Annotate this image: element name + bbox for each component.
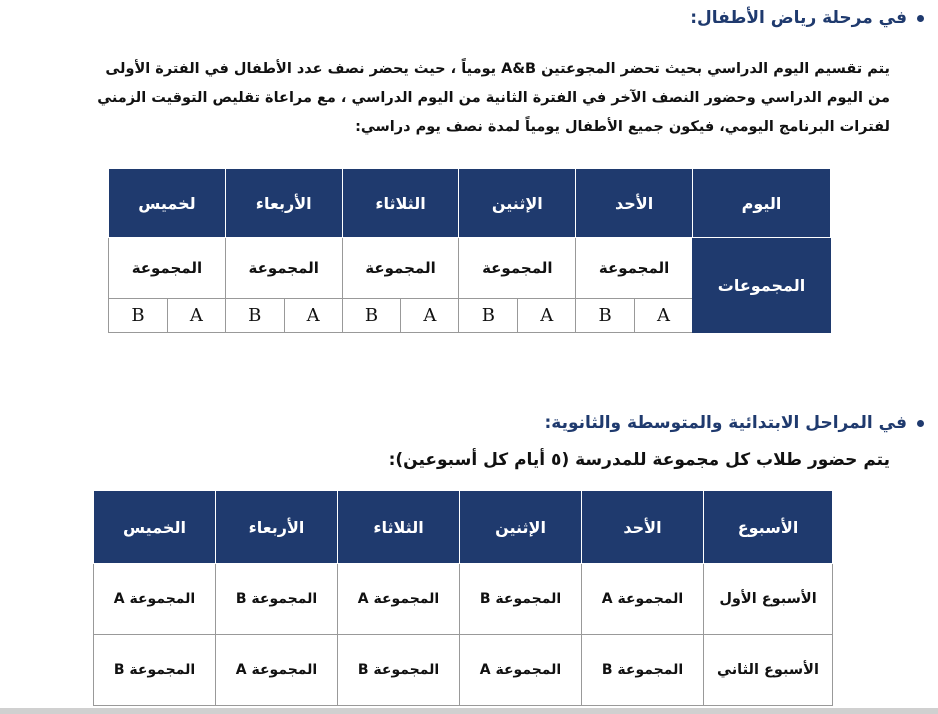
group-a-cell: A bbox=[167, 299, 225, 333]
header-day: اليوم bbox=[693, 169, 831, 238]
schedule-cell: المجموعة B bbox=[338, 635, 460, 706]
group-cell: المجموعة bbox=[576, 238, 693, 299]
schedule-cell: المجموعة A bbox=[460, 635, 582, 706]
paragraph-line: من اليوم الدراسي وحضور النصف الآخر في الفترة الثانية من اليوم الدراسي ، مع مراعاة تقليص التوقيت الزمني bbox=[97, 90, 890, 106]
groups-label: المجموعات bbox=[693, 238, 831, 333]
group-b-cell: B bbox=[109, 299, 168, 333]
group-a-cell: A bbox=[518, 299, 576, 333]
week-label: الأسبوع الثاني bbox=[704, 635, 833, 706]
group-cell: المجموعة bbox=[342, 238, 459, 299]
group-b-cell: B bbox=[225, 299, 284, 333]
header-wednesday: الأربعاء bbox=[225, 169, 342, 238]
group-b-cell: B bbox=[342, 299, 401, 333]
table-row bbox=[94, 635, 833, 706]
schedule-cell: المجموعة B bbox=[216, 564, 338, 635]
group-a-cell: A bbox=[401, 299, 459, 333]
schedule-cell: المجموعة A bbox=[338, 564, 460, 635]
group-cell: المجموعة bbox=[459, 238, 576, 299]
header-sunday: الأحد bbox=[582, 491, 704, 564]
bullet-icon bbox=[917, 15, 924, 22]
group-a-cell: A bbox=[635, 299, 693, 333]
header-thursday: الخميس bbox=[94, 491, 216, 564]
section2-heading bbox=[544, 413, 924, 433]
table-header-row bbox=[94, 491, 833, 564]
header-thursday: لخميس bbox=[109, 169, 226, 238]
section1-title: في مرحلة رياض الأطفال: bbox=[690, 8, 907, 28]
table-row bbox=[109, 238, 831, 299]
schedule-cell: المجموعة B bbox=[582, 635, 704, 706]
header-wednesday: الأربعاء bbox=[216, 491, 338, 564]
paragraph-line: لفترات البرنامج اليومي، فيكون جميع الأطفال يومياً لمدة نصف يوم دراسي: bbox=[355, 119, 890, 135]
group-cell: المجموعة bbox=[109, 238, 226, 299]
header-week: الأسبوع bbox=[704, 491, 833, 564]
group-cell: المجموعة bbox=[225, 238, 342, 299]
schedule-cell: المجموعة A bbox=[216, 635, 338, 706]
schedule-cell: المجموعة A bbox=[582, 564, 704, 635]
header-tuesday: الثلاثاء bbox=[338, 491, 460, 564]
schedule-cell: المجموعة B bbox=[94, 635, 216, 706]
group-b-cell: B bbox=[576, 299, 635, 333]
header-monday: الإثنين bbox=[460, 491, 582, 564]
section2-title: في المراحل الابتدائية والمتوسطة والثانوية: bbox=[544, 413, 907, 433]
table-header-row bbox=[109, 169, 831, 238]
header-tuesday: الثلاثاء bbox=[342, 169, 459, 238]
paragraph-line: يتم تقسيم اليوم الدراسي بحيث تحضر المجوعتين A&B يومياً ، حيث يحضر نصف عدد الأطفال في الفترة الأولى bbox=[105, 61, 890, 77]
group-a-cell: A bbox=[284, 299, 342, 333]
section2-subtitle: يتم حضور طلاب كل مجموعة للمدرسة (٥ أيام كل أسبوعين): bbox=[388, 450, 890, 470]
bullet-icon bbox=[917, 420, 924, 427]
header-monday: الإثنين bbox=[459, 169, 576, 238]
school-weekly-schedule-table bbox=[93, 490, 833, 706]
section1-paragraph bbox=[50, 55, 890, 142]
group-b-cell: B bbox=[459, 299, 518, 333]
bottom-divider bbox=[0, 708, 938, 714]
kindergarten-schedule-table bbox=[108, 168, 831, 333]
week-label: الأسبوع الأول bbox=[704, 564, 833, 635]
section1-heading bbox=[690, 8, 924, 28]
header-sunday: الأحد bbox=[576, 169, 693, 238]
schedule-cell: المجموعة A bbox=[94, 564, 216, 635]
table-row bbox=[94, 564, 833, 635]
schedule-cell: المجموعة B bbox=[460, 564, 582, 635]
